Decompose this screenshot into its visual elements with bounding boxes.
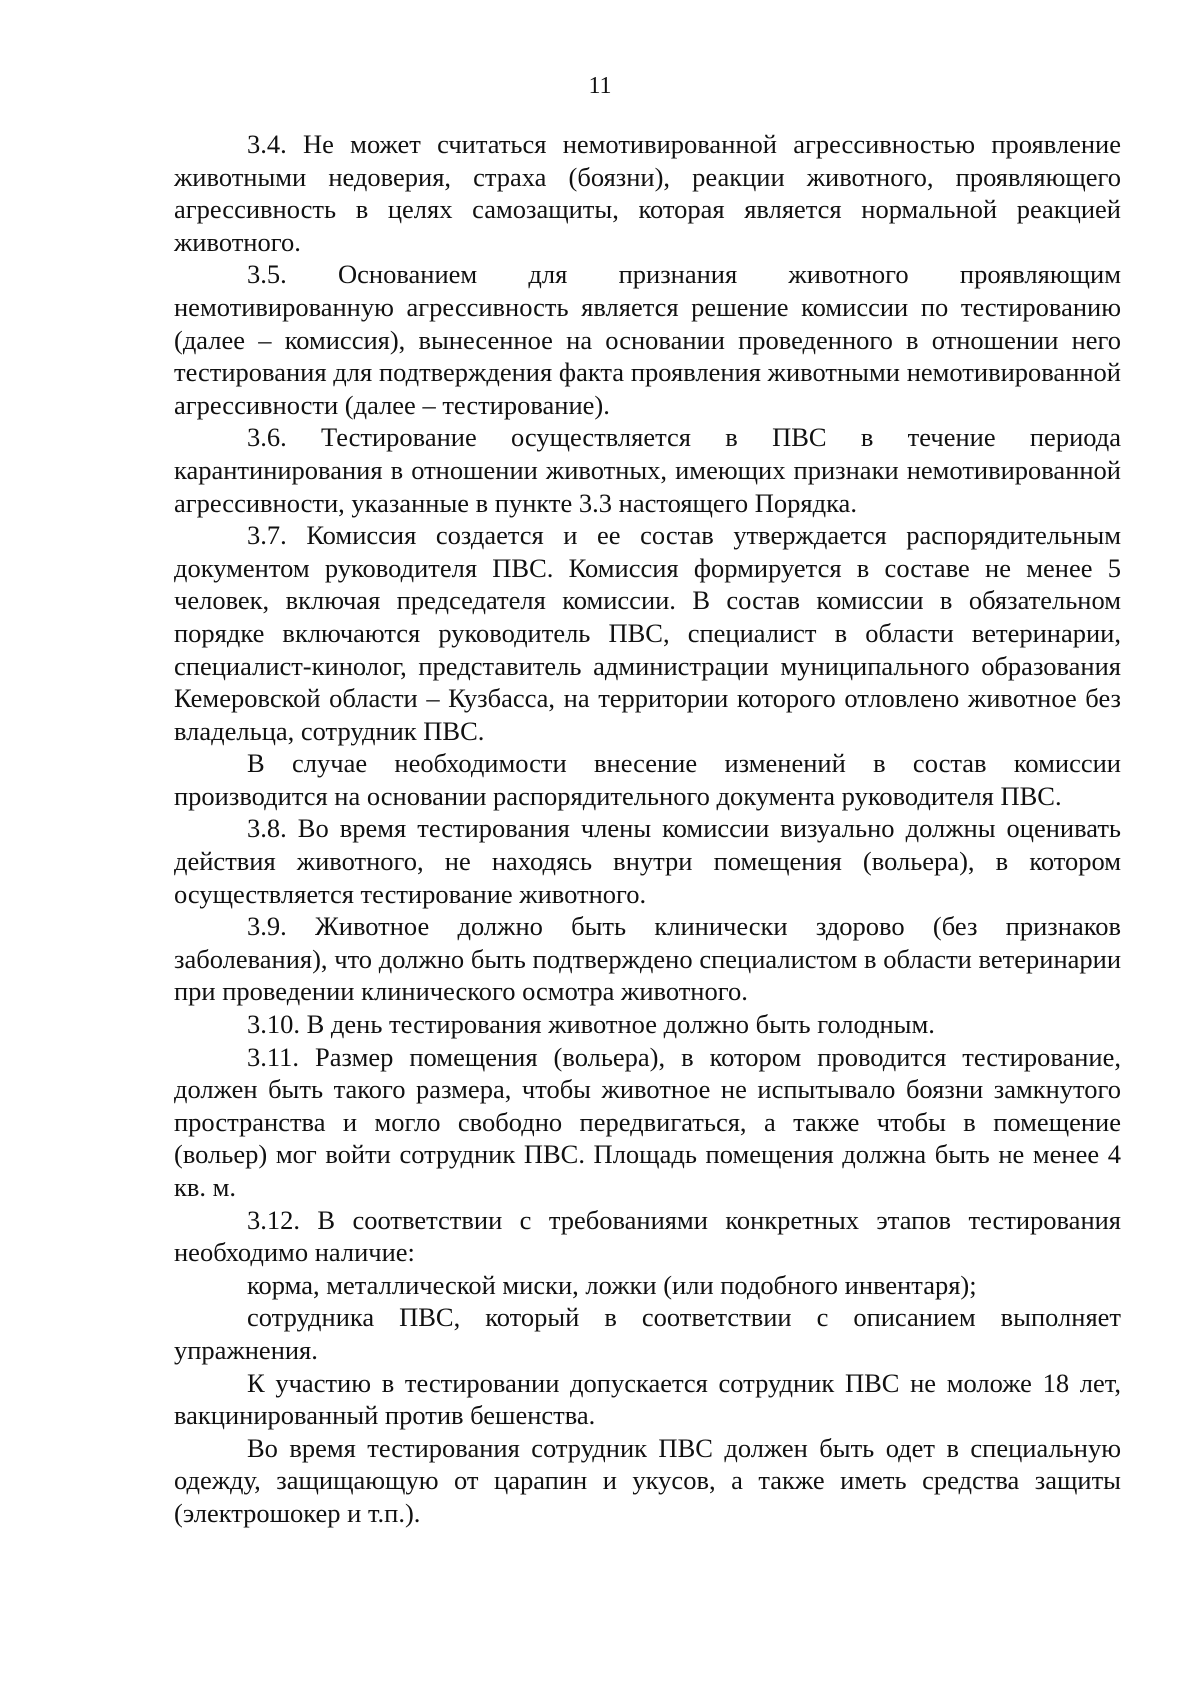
- paragraph-3-6: 3.6. Тестирование осуществляется в ПВС в течение периода карантинирования в отношении животных, имеющих признаки немотивированной агрессивности, указанные в пункте 3.3 настоящего Порядка.: [174, 422, 1121, 518]
- paragraph-3-11: 3.11. Размер помещения (вольера), в котором проводится тестирование, должен быть такого размера, чтобы животное не испытывало боязни замкнутого пространства и могло свободно передвигаться, а также чтобы в помещение (вольер) мог войти сотрудник ПВС. Площадь помещения должна быть не менее 4 кв. м.: [174, 1041, 1121, 1202]
- paragraph-3-7-amendment: В случае необходимости внесение изменений в состав комиссии производится на основании распорядительного документа руководителя ПВС.: [174, 748, 1121, 811]
- paragraph-3-7: 3.7. Комиссия создается и ее состав утверждается распорядительным документом руководителя ПВС. Комиссия формируется в составе не менее 5 человек, включая председателя комиссии. В состав комиссии в обязательном порядке включаются руководитель ПВС, специалист в области ветеринарии, специалист-кинолог, представитель администрации муниципального образования Кемеровской области – Кузбасса, на территории которого отловлено животное без владельца, сотрудник ПВС.: [174, 520, 1121, 746]
- paragraph-3-12: 3.12. В соответствии с требованиями конкретных этапов тестирования необходимо наличие:: [174, 1204, 1121, 1268]
- paragraph-3-5: 3.5. Основанием для признания животного проявляющим немотивированную агрессивность является решение комиссии по тестированию (далее – комиссия), вынесенное на основании проведенного в отношении него тестирования для подтверждения факта проявления животными немотивированной агрессивности (далее – тестирование).: [174, 259, 1121, 420]
- page-number: 11: [588, 73, 612, 99]
- list-item-staff-member: сотрудника ПВС, который в соответствии с описанием выполняет упражнения.: [174, 1302, 1121, 1365]
- paragraph-protective-equipment: Во время тестирования сотрудник ПВС должен быть одет в специальную одежду, защищающую от царапин и укусов, а также иметь средства защиты (электрошокер и т.п.).: [174, 1432, 1121, 1528]
- paragraph-3-10: 3.10. В день тестирования животное должно быть голодным.: [247, 1009, 935, 1040]
- paragraph-staff-requirements: К участию в тестировании допускается сотрудник ПВС не моложе 18 лет, вакцинированный против бешенства.: [174, 1367, 1121, 1431]
- paragraph-3-4: 3.4. Не может считаться немотивированной агрессивностью проявление животными недоверия, страха (боязни), реакции животного, проявляющего агрессивность в целях самозащиты, которая является нормальной реакцией животного.: [174, 129, 1121, 257]
- list-item-food-bowl-spoon: корма, металлической миски, ложки (или подобного инвентаря);: [247, 1269, 977, 1300]
- paragraph-3-9: 3.9. Животное должно быть клинически здорово (без признаков заболевания), что должно быть подтверждено специалистом в области ветеринарии при проведении клинического осмотра животного.: [174, 911, 1121, 1007]
- paragraph-3-8: 3.8. Во время тестирования члены комиссии визуально должны оценивать действия животного, не находясь внутри помещения (вольера), в котором осуществляется тестирование животного.: [174, 813, 1121, 909]
- document-body: [174, 128, 1121, 1530]
